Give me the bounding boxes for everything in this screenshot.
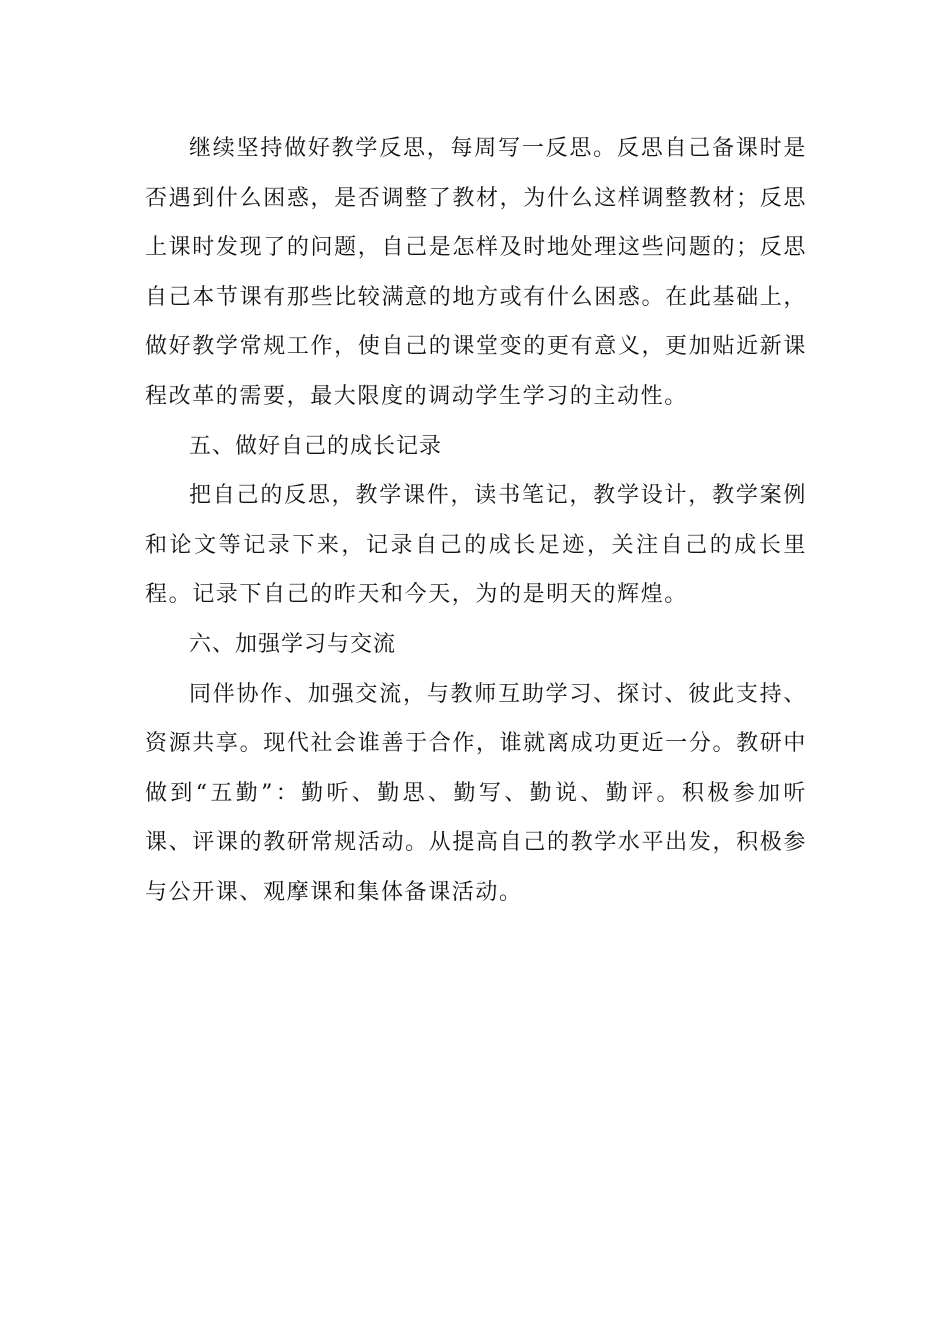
paragraph-teaching-reflection: 继续坚持做好教学反思，每周写一反思。反思自己备课时是否遇到什么困惑，是否调整了教材，为什么这样调整教材；反思上课时发现了的问题，自己是怎样及时地处理这些问题的；反思自己本节课有那些比较满意的地方或有什么困惑。在此基础上，做好教学常规工作，使自己的课堂变的更有意义，更加贴近新课程改革的需要，最大限度的调动学生学习的主动性。 (145, 136, 807, 409)
paragraph-growth-record: 把自己的反思，教学课件，读书笔记，教学设计，教学案例和论文等记录下来，记录自己的成长足迹，关注自己的成长里程。记录下自己的昨天和今天，为的是明天的辉煌。 (145, 483, 807, 608)
document-body (145, 124, 807, 918)
paragraph-learning-exchange: 同伴协作、加强交流，与教师互助学习、探讨、彼此支持、资源共享。现代社会谁善于合作，谁就离成功更近一分。教研中做到“五勤”：勤听、勤思、勤写、勤说、勤评。积极参加听课、评课的教研常规活动。从提高自己的教学水平出发，积极参与公开课、观摩课和集体备课活动。 (145, 681, 807, 905)
section-heading-learning-exchange: 六、加强学习与交流 (189, 631, 397, 657)
section-heading-growth-record: 五、做好自己的成长记录 (189, 433, 443, 459)
